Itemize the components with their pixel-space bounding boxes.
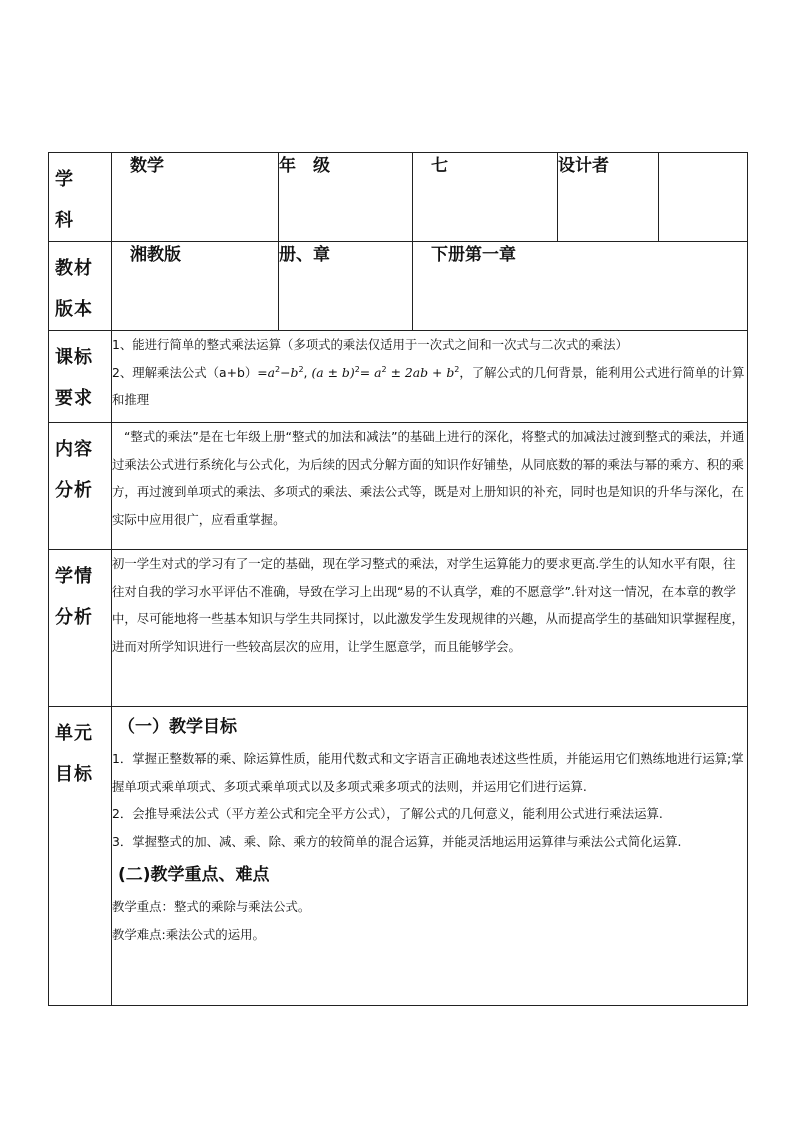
formula-1-exp-a: 2 [275, 364, 281, 374]
goals-label-line2: 目标 [55, 764, 93, 785]
curriculum-label-cell [49, 331, 112, 423]
textbook-value: 湘教版 [112, 242, 279, 331]
formula-1-b: −b [280, 364, 299, 380]
curriculum-item-1: 1、能进行简单的整式乘法运算（多项式的乘法仅适用于一次式之间和一次式与二次式的乘法） [112, 337, 628, 352]
learning-analysis [112, 550, 748, 707]
designer-value [659, 153, 748, 242]
curriculum-label-line2: 要求 [55, 388, 93, 409]
curriculum-row [49, 331, 748, 423]
learning-label-cell [49, 550, 112, 707]
lesson-plan-table [48, 152, 748, 1006]
content-label-cell [49, 423, 112, 550]
key-points-heading: (二)教学重点、难点 [118, 865, 270, 885]
curriculum-label-line1: 课标 [55, 347, 93, 368]
goal-item-1: 1．掌握正整数幂的乘、除运算性质，能用代数式和文字语言正确地表述这些性质，并能运用它们熟练地进行运算;掌握单项式乘单项式、多项式乘单项式以及多项式乘多项式的法则，并运用它们进行运算. [112, 751, 744, 794]
formula-separator: , [303, 364, 308, 380]
teaching-goals-heading: （一）教学目标 [118, 717, 237, 737]
curriculum-content [112, 331, 748, 423]
curriculum-item-2 [112, 359, 747, 414]
formula-1-exp-b: 2 [298, 364, 304, 374]
grade-value: 七 [413, 153, 558, 242]
subject-label-line2: 科 [55, 210, 74, 231]
learning-label-line2: 分析 [55, 607, 93, 628]
textbook-label-line1: 教材 [55, 258, 93, 279]
content-analysis-text: “整式的乘法”是在七年级上册“整式的加法和减法”的基础上进行的深化，将整式的加减法过渡到整式的乘法，并通过乘法公式进行系统化与公式化，为后续的因式分解方面的知识作好铺垫，从同底数的幂的乘法与幂的乘方、积的乘方，再过渡到单项式的乘法、多项式的乘法、乘法公式等，既是对上册知识的补充，同时也是知识的升华与深化，在实际中应用很广，应看重掌握。 [112, 429, 745, 527]
lesson-plan-sheet [48, 152, 747, 1006]
subject-value: 数学 [112, 153, 279, 242]
formula-2-a: (a ± b) [311, 364, 355, 380]
formula-2-exp-a: 2 [354, 364, 360, 374]
goals-label-cell [49, 707, 112, 1006]
formula-1-a: =a [257, 364, 276, 380]
goals-row [49, 707, 748, 1006]
goals-label-line1: 单元 [55, 723, 93, 744]
content-label-line2: 分析 [55, 480, 93, 501]
content-analysis [112, 423, 748, 550]
textbook-row [49, 242, 748, 331]
goal-item-3: 3．掌握整式的加、减、乘、除、乘方的较简单的混合运算，并能灵活地运用运算律与乘法公式简化运算. [112, 833, 682, 849]
unit-goals [112, 707, 748, 1006]
designer-label: 设计者 [558, 153, 659, 242]
subject-row [49, 153, 748, 242]
goal-item-2: 2．会推导乘法公式（平方差公式和完全平方公式），了解公式的几何意义，能利用公式进行乘法运算. [112, 806, 663, 821]
formula-2-exp-c: 2 [454, 364, 460, 374]
formula-2-c: ± 2ab + b [390, 364, 455, 380]
content-row [49, 423, 748, 550]
learning-row [49, 550, 748, 707]
difficulty-text: 教学难点:乘法公式的运用。 [112, 926, 265, 942]
content-label-line1: 内容 [55, 439, 93, 460]
curriculum-item-2-suffix: ，了解公式的几何背景，能利用公式进行简单的计算和推理 [112, 364, 745, 407]
grade-label: 年 级 [279, 153, 413, 242]
formula-2-exp-b: 2 [381, 364, 387, 374]
volume-value: 下册第一章 [413, 242, 748, 331]
learning-label-line1: 学情 [55, 566, 93, 587]
curriculum-item-2-prefix: 2、理解乘法公式（a+b） [112, 364, 258, 380]
textbook-label-cell [49, 242, 112, 331]
key-point-text: 教学重点：整式的乘除与乘法公式。 [112, 899, 311, 914]
formula-2-b: = a [359, 364, 382, 380]
volume-label: 册、章 [279, 242, 413, 331]
textbook-label-line2: 版本 [55, 299, 93, 320]
subject-label-line1: 学 [55, 169, 74, 190]
learning-analysis-text: 初一学生对式的学习有了一定的基础，现在学习整式的乘法，对学生运算能力的要求更高.学生的认知水平有限，往往对自我的学习水平评估不准确，导致在学习上出现“易的不认真学，难的不愿意学”.针对这一情况，在本章的教学中，尽可能地将一些基本知识与学生共同探讨，以此激发学生发现规律的兴趣，从而提高学生的基础知识掌握程度，进而对所学知识进行一些较高层次的应用，让学生愿意学，而且能够学会。 [112, 556, 744, 654]
subject-label-cell [49, 153, 112, 242]
